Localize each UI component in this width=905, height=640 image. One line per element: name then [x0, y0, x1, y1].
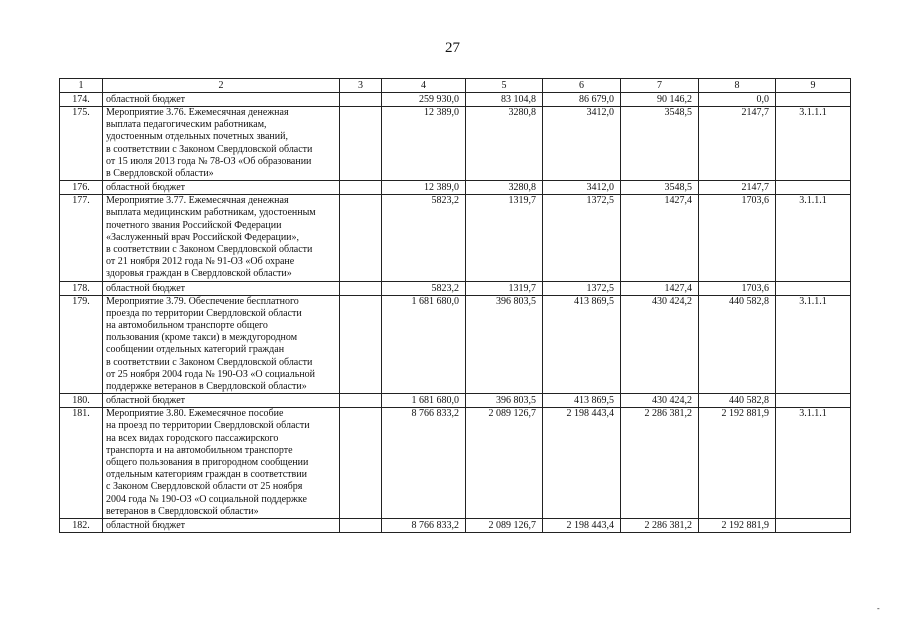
description-line: с Законом Свердловской области от 25 ноября: [106, 481, 303, 493]
table-row: [60, 93, 851, 107]
year-value: 1372,5: [543, 195, 621, 281]
year-value: 430 424,2: [621, 394, 699, 408]
table-row: [60, 519, 851, 533]
row-number: 175.: [60, 107, 103, 181]
col3-cell: [340, 281, 382, 295]
row-description: [103, 93, 340, 107]
description-line: пользования (кроме такси) в междугородном: [106, 332, 298, 344]
total-value: 8 766 833,2: [382, 519, 466, 533]
description-line: Мероприятие 3.76. Ежемесячная денежная: [106, 107, 289, 118]
description-line: удостоенным отдельных почетных званий,: [106, 131, 288, 143]
row-number: 181.: [60, 408, 103, 519]
col3-cell: [340, 408, 382, 519]
edge-mark: -: [877, 604, 880, 613]
year-value: 3412,0: [543, 181, 621, 195]
target-indicator: [776, 281, 851, 295]
year-value: 3412,0: [543, 107, 621, 181]
page-number: 27: [445, 40, 460, 56]
year-value: 440 582,8: [699, 394, 776, 408]
description-line: в Свердловской области»: [106, 168, 214, 180]
year-value: 1319,7: [466, 281, 543, 295]
year-value: 86 679,0: [543, 93, 621, 107]
description-line: выплата медицинским работникам, удостоенным: [106, 207, 316, 219]
description-line: сообщении отдельных категорий граждан: [106, 344, 285, 356]
description-line: областной бюджет: [106, 395, 186, 407]
description-line: здоровья граждан в Свердловской области»: [106, 268, 292, 280]
year-value: 3548,5: [621, 181, 699, 195]
total-value: 12 389,0: [382, 107, 466, 181]
year-value: 1427,4: [621, 281, 699, 295]
row-description: [103, 394, 340, 408]
total-value: 8 766 833,2: [382, 408, 466, 519]
column-header: 5: [466, 79, 543, 93]
description-line: почетного звания Российской Федерации: [106, 219, 282, 231]
column-header: 6: [543, 79, 621, 93]
row-description: [103, 281, 340, 295]
column-header: 2: [103, 79, 340, 93]
total-value: 5823,2: [382, 195, 466, 281]
total-value: 1 681 680,0: [382, 394, 466, 408]
description-line: проезда по территории Свердловской области: [106, 307, 302, 319]
description-line: выплата педагогическим работникам,: [106, 119, 267, 131]
table-row: [60, 281, 851, 295]
target-indicator: 3.1.1.1: [776, 295, 851, 394]
description-line: Мероприятие 3.79. Обеспечение бесплатного: [106, 295, 299, 307]
year-value: 90 146,2: [621, 93, 699, 107]
row-description: [103, 195, 340, 281]
target-indicator: [776, 181, 851, 195]
year-value: 2 089 126,7: [466, 519, 543, 533]
year-value: 1319,7: [466, 195, 543, 281]
table-row: [60, 408, 851, 519]
row-description: [103, 107, 340, 181]
row-description: [103, 408, 340, 519]
row-number: 179.: [60, 295, 103, 394]
year-value: 1703,6: [699, 195, 776, 281]
year-value: 2 198 443,4: [543, 408, 621, 519]
year-value: 440 582,8: [699, 295, 776, 394]
description-line: 2004 года № 190-ОЗ «О социальной поддержке: [106, 493, 307, 505]
description-line: областной бюджет: [106, 520, 186, 532]
year-value: 2 089 126,7: [466, 408, 543, 519]
col3-cell: [340, 93, 382, 107]
description-line: отдельным категориям граждан в соответствии: [106, 469, 307, 481]
year-value: 2147,7: [699, 181, 776, 195]
description-line: ветеранов в Свердловской области»: [106, 505, 259, 517]
target-indicator: 3.1.1.1: [776, 408, 851, 519]
year-value: 3280,8: [466, 107, 543, 181]
row-number: 180.: [60, 394, 103, 408]
year-value: 396 803,5: [466, 394, 543, 408]
year-value: 2 286 381,2: [621, 408, 699, 519]
year-value: 2 192 881,9: [699, 519, 776, 533]
col3-cell: [340, 519, 382, 533]
year-value: 413 869,5: [543, 295, 621, 394]
description-line: от 25 ноября 2004 года № 190-ОЗ «О социальной: [106, 368, 316, 380]
col3-cell: [340, 107, 382, 181]
total-value: 12 389,0: [382, 181, 466, 195]
budget-table: [59, 78, 851, 533]
year-value: 83 104,8: [466, 93, 543, 107]
year-value: 1703,6: [699, 281, 776, 295]
row-number: 176.: [60, 181, 103, 195]
row-description: [103, 295, 340, 394]
row-number: 174.: [60, 93, 103, 107]
total-value: 1 681 680,0: [382, 295, 466, 394]
target-indicator: [776, 93, 851, 107]
total-value: 259 930,0: [382, 93, 466, 107]
description-line: в соответствии с Законом Свердловской области: [106, 244, 313, 256]
column-header: 9: [776, 79, 851, 93]
table-row: [60, 394, 851, 408]
year-value: 430 424,2: [621, 295, 699, 394]
table-row: [60, 181, 851, 195]
year-value: 2 198 443,4: [543, 519, 621, 533]
col3-cell: [340, 195, 382, 281]
row-number: 182.: [60, 519, 103, 533]
column-header: 7: [621, 79, 699, 93]
row-number: 178.: [60, 281, 103, 295]
table-row: [60, 295, 851, 394]
column-header-row: [60, 79, 851, 93]
column-header: 1: [60, 79, 103, 93]
description-line: областной бюджет: [106, 182, 186, 194]
year-value: 2 286 381,2: [621, 519, 699, 533]
col3-cell: [340, 394, 382, 408]
year-value: 1372,5: [543, 281, 621, 295]
year-value: 396 803,5: [466, 295, 543, 394]
description-line: поддержке ветеранов в Свердловской области»: [106, 381, 307, 393]
description-line: от 15 июля 2013 года № 78-ОЗ «Об образовании: [106, 155, 312, 167]
column-header: 3: [340, 79, 382, 93]
table-row: [60, 107, 851, 181]
description-line: Мероприятие 3.77. Ежемесячная денежная: [106, 195, 289, 207]
year-value: 0,0: [699, 93, 776, 107]
year-value: 3280,8: [466, 181, 543, 195]
description-line: от 21 ноября 2012 года № 91-ОЗ «Об охране: [106, 256, 295, 268]
description-line: в соответствии с Законом Свердловской области: [106, 143, 313, 155]
col3-cell: [340, 295, 382, 394]
target-indicator: 3.1.1.1: [776, 107, 851, 181]
target-indicator: [776, 519, 851, 533]
row-number: 177.: [60, 195, 103, 281]
description-line: «Заслуженный врач Российской Федерации»,: [106, 231, 300, 243]
year-value: 3548,5: [621, 107, 699, 181]
target-indicator: [776, 394, 851, 408]
description-line: на автомобильном транспорте общего: [106, 320, 268, 332]
description-line: областной бюджет: [106, 282, 186, 294]
description-line: на всех видах городского пассажирского: [106, 432, 279, 444]
year-value: 2147,7: [699, 107, 776, 181]
column-header: 8: [699, 79, 776, 93]
description-line: в соответствии с Законом Свердловской области: [106, 356, 313, 368]
description-line: Мероприятие 3.80. Ежемесячное пособие: [106, 408, 284, 420]
target-indicator: 3.1.1.1: [776, 195, 851, 281]
year-value: 413 869,5: [543, 394, 621, 408]
description-line: областной бюджет: [106, 94, 186, 105]
description-line: на проезд по территории Свердловской области: [106, 420, 310, 432]
row-description: [103, 181, 340, 195]
description-line: общего пользования в пригородном сообщении: [106, 457, 309, 469]
col3-cell: [340, 181, 382, 195]
description-line: транспорта и на автомобильном транспорте: [106, 444, 293, 456]
total-value: 5823,2: [382, 281, 466, 295]
year-value: 2 192 881,9: [699, 408, 776, 519]
year-value: 1427,4: [621, 195, 699, 281]
table-row: [60, 195, 851, 281]
row-description: [103, 519, 340, 533]
column-header: 4: [382, 79, 466, 93]
